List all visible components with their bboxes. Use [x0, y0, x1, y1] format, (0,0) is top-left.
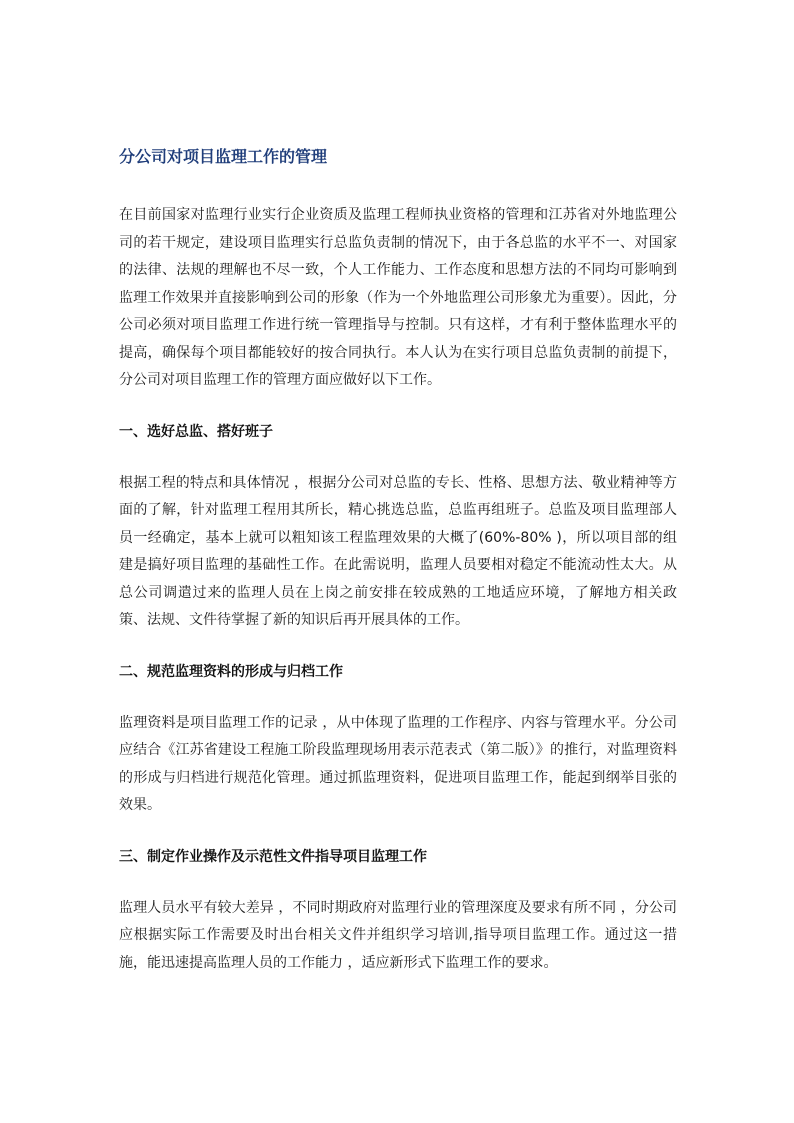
section-body-1: 根据工程的特点和具体情况 ，根据分公司对总监的专长、性格、思想方法、敬业精神等方面的了解，针对监理工程用其所长，精心挑选总监，总监再组班子。总监及项目监理部人员一经确定，基本上就可以粗知该工程监理效果的大概了(60%-80% )，所以项目部的组建是搞好项目监理的基础性工作。在此需说明，监理人员要相对稳定不能流动性太大。从总公司调遣过来的监理人员在上岗之前安排在较成熟的工地适应环境，了解地方相关政策、法规、文件待掌握了新的知识后再开展具体的工作。 [119, 474, 677, 628]
spacer [119, 443, 677, 470]
section-heading-1: 一、选好总监、搭好班子 [119, 423, 273, 440]
spacer [119, 820, 677, 846]
spacer [119, 868, 677, 895]
section-body-2: 监理资料是项目监理工作的记录 ，从中体现了监理的工作程序、内容与管理水平。分公司应结合《江苏省建设工程施工阶段监理现场用表示范表式（第二版）》的推行，对监理资料的形成与归档进行规范化管理。通过抓监理资料，促进项目监理工作，能起到纲举目张的效果。 [119, 714, 677, 813]
page-title: 分公司对项目监理工作的管理 [119, 147, 328, 166]
intro-paragraph: 在目前国家对监理行业实行企业资质及监理工程师执业资格的管理和江苏省对外地监理公司的若干规定，建设项目监理实行总监负责制的情况下，由于各总监的水平不一、对国家的法律、法规的理解也不尽一致，个人工作能力、工作态度和思想方法的不同均可影响到监理工作效果并直接影响到公司的形象（作为一个外地监理公司形象尤为重要）。因此，分公司必须对项目监理工作进行统一管理指导与控制。只有这样，才有利于整体监理水平的提高，确保每个项目都能较好的按合同执行。本人认为在实行项目总监负责制的前提下，分公司对项目监理工作的管理方面应做好以下工作。 [119, 207, 677, 388]
spacer [119, 683, 677, 710]
spacer [119, 395, 677, 421]
section-heading-3: 三、制定作业操作及示范性文件指导项目监理工作 [119, 848, 427, 865]
section-heading-2: 二、规范监理资料的形成与归档工作 [119, 663, 343, 680]
document-body [119, 145, 677, 977]
spacer [119, 635, 677, 661]
section-body-3: 监理人员水平有较大差异 ，不同时期政府对监理行业的管理深度及要求有所不同 ，分公司应根据实际工作需要及时出台相关文件并组织学习培训,指导项目监理工作。通过这一措施，能迅速提高监理人员的工作能力 ，适应新形式下监理工作的要求。 [119, 899, 677, 971]
